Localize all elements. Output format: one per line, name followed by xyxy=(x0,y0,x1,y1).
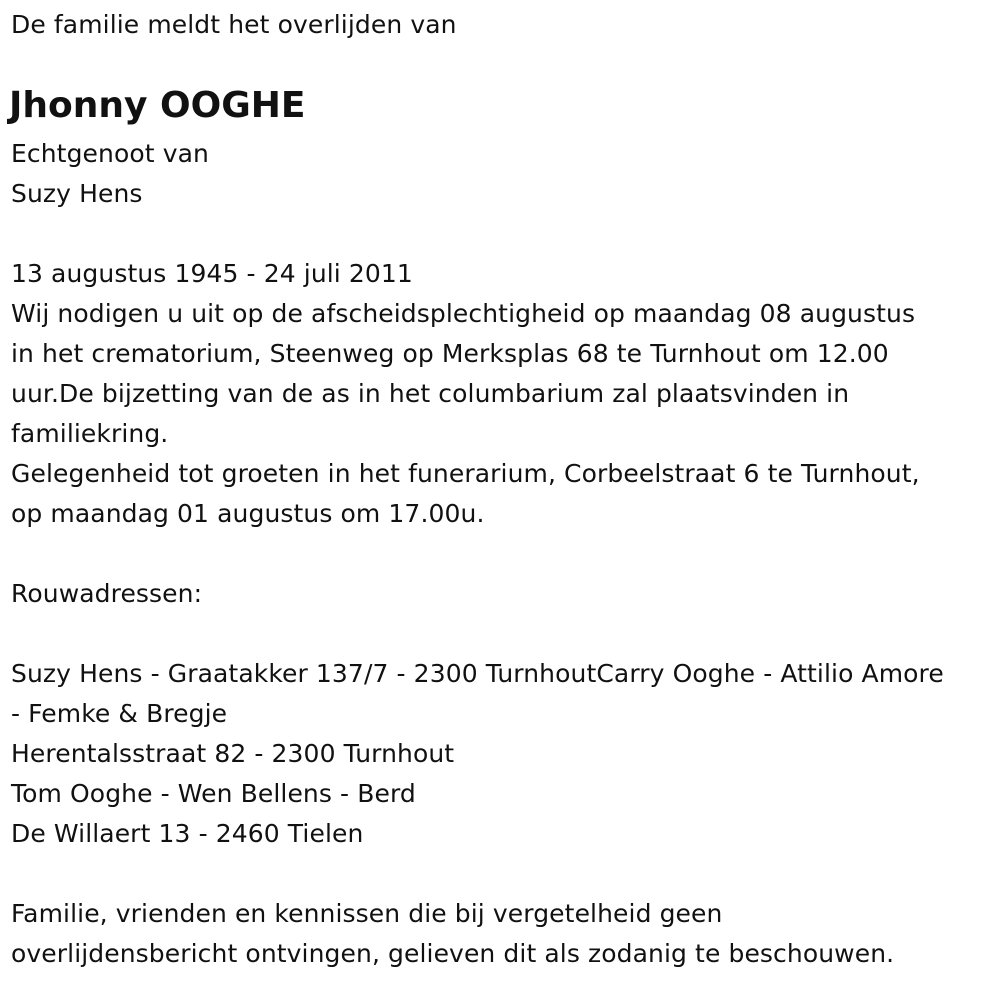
address-line: De Willaert 13 - 2460 Tielen xyxy=(11,819,364,848)
ceremony-line: in het crematorium, Steenweg op Merksplas 68 te Turnhout om 12.00 xyxy=(11,339,889,368)
address-line: - Femke & Bregje xyxy=(11,699,228,728)
address-line: Herentalsstraat 82 - 2300 Turnhout xyxy=(11,739,455,768)
ceremony-line: familiekring. xyxy=(11,419,169,448)
ceremony-line: op maandag 01 augustus om 17.00u. xyxy=(11,499,485,528)
address-line: Suzy Hens - Graatakker 137/7 - 2300 TurnhoutCarry Ooghe - Attilio Amore xyxy=(11,659,944,688)
life-dates: 13 augustus 1945 - 24 juli 2011 xyxy=(11,259,413,288)
ceremony-line: uur.De bijzetting van de as in het columbarium zal plaatsvinden in xyxy=(11,379,850,408)
intro-text: De familie meldt het overlijden van xyxy=(11,10,457,39)
ceremony-line: Gelegenheid tot groeten in het funerarium, Corbeelstraat 6 te Turnhout, xyxy=(11,459,920,488)
address-line: Tom Ooghe - Wen Bellens - Berd xyxy=(11,779,416,808)
deceased-name: Jhonny OOGHE xyxy=(9,85,306,126)
relation-line: Echtgenoot van xyxy=(11,139,209,168)
addresses-heading: Rouwadressen: xyxy=(11,579,203,608)
closing-line: Familie, vrienden en kennissen die bij vergetelheid geen xyxy=(11,899,723,928)
ceremony-line: Wij nodigen u uit op de afscheidsplechtigheid op maandag 08 augustus xyxy=(11,299,916,328)
spouse-name: Suzy Hens xyxy=(11,179,143,208)
closing-line: overlijdensbericht ontvingen, gelieven dit als zodanig te beschouwen. xyxy=(11,939,895,968)
